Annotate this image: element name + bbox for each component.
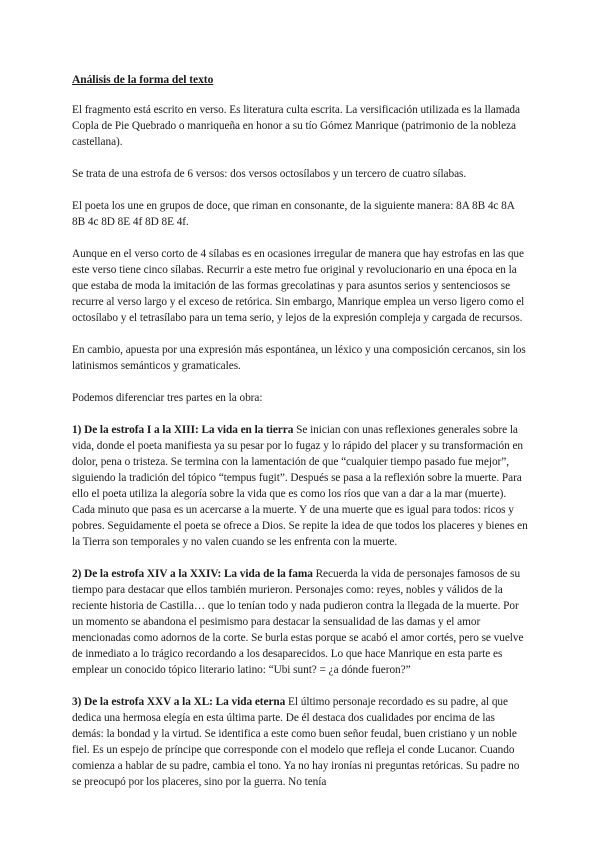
paragraph-parts-intro: Podemos diferenciar tres partes en la obra:: [72, 392, 263, 404]
part-two-heading: 2) De la estrofa XIV a la XXIV: La vida de la fama: [72, 568, 313, 580]
part-three: [72, 694, 528, 790]
part-one-heading: 1) De la estrofa I a la XIII: La vida en la tierra: [72, 424, 294, 436]
part-three-heading: 3) De la estrofa XXV a la XL: La vida eterna: [72, 696, 286, 708]
part-two: [72, 566, 528, 678]
paragraph-meter: Aunque en el verso corto de 4 sílabas es en ocasiones irregular de manera que hay estrofas en las que este verso tiene cinco sílabas. Recurrir a este metro fue original y revolucionario en una época en la que estaba de moda la imitación de las formas grecolatinas y para asuntos serios y sentenciosos se recurre al verso largo y el exceso de retórica. Sin embargo, Manrique emplea un verso ligero como el octosílabo y el tetrasílabo para un tema serio, y lejos de la expresión compleja y cargada de recursos.: [72, 248, 525, 324]
document-title: Análisis de la forma del texto: [72, 74, 214, 86]
paragraph-stanza: Se trata de una estrofa de 6 versos: dos versos octosílabos y un tercero de cuatro sílabas.: [72, 168, 467, 180]
part-three-text: El último personaje recordado es su padre, al que dedica una hermosa elegía en esta última parte. De él destaca dos cualidades por encima de las demás: la bondad y la virtud. Se identifica a este como buen señor feudal, buen cristiano y un noble fiel. Es un espejo de príncipe que corresponde con el modelo que refleja el conde Lucanor. Cuando comienza a hablar de su padre, cambia el tono. Ya no hay ironías ni preguntas retóricas. Su padre no se preocupó por los placeres, sino por la guerra. No tenía: [72, 696, 520, 788]
paragraph-rhyme: El poeta los une en grupos de doce, que riman en consonante, de la siguiente manera: 8A 8B 4c 8A 8B 4c 8D 8E 4f 8D 8E 4f.: [72, 200, 515, 228]
part-two-text: Recuerda la vida de personajes famosos de su tiempo para destacar que ellos también murieron. Personajes como: reyes, nobles y válidos de la reciente historia de Castilla… que lo tenían todo y nada pudieron contra la llegada de la muerte. Por un momento se abandona el pesimismo para destacar la sensualidad de las damas y el amor mencionadas como adornos de la corte. Se burla estas porque se acabó el amor cortés, pero se vuelve de inmediato a lo trágico recordando a los desaparecidos. Lo que hace Manrique en esta parte es emplear un conocido tópico literario latino: “Ubi sunt? = ¿a dónde fueron?”: [72, 568, 524, 676]
paragraph-versification: El fragmento está escrito en verso. Es literatura culta escrita. La versificación utilizada es la llamada Copla de Pie Quebrado o manriqueña en honor a su tío Gómez Manrique (patrimonio de la nobleza castellana).: [72, 104, 520, 148]
paragraph-expression: En cambio, apuesta por una expresión más espontánea, un léxico y una composición cercanos, sin los latinismos semánticos y gramaticales.: [72, 344, 526, 372]
part-one: [72, 422, 528, 550]
part-one-text: Se inician con unas reflexiones generales sobre la vida, donde el poeta manifiesta ya su pesar por lo fugaz y lo rápido del placer y su transformación en dolor, pena o tristeza. Se termina con la lamentación de que “cualquier tiempo pasado fue mejor”, siguiendo la tradición del tópico “tempus fugit”. Después se pasa a la reflexión sobre la muerte. Para ello el poeta utiliza la alegoría sobre la vida que es como los ríos que van a dar a la mar (muerte). Cada minuto que pasa es un acercarse a la muerte. Y de una muerte que es igual para todos: ricos y pobres. Seguidamente el poeta se ofrece a Dios. Se repite la idea de que todos los placeres y bienes en la Tierra son temporales y no valen cuando se les enfrenta con la muerte.: [72, 424, 528, 548]
